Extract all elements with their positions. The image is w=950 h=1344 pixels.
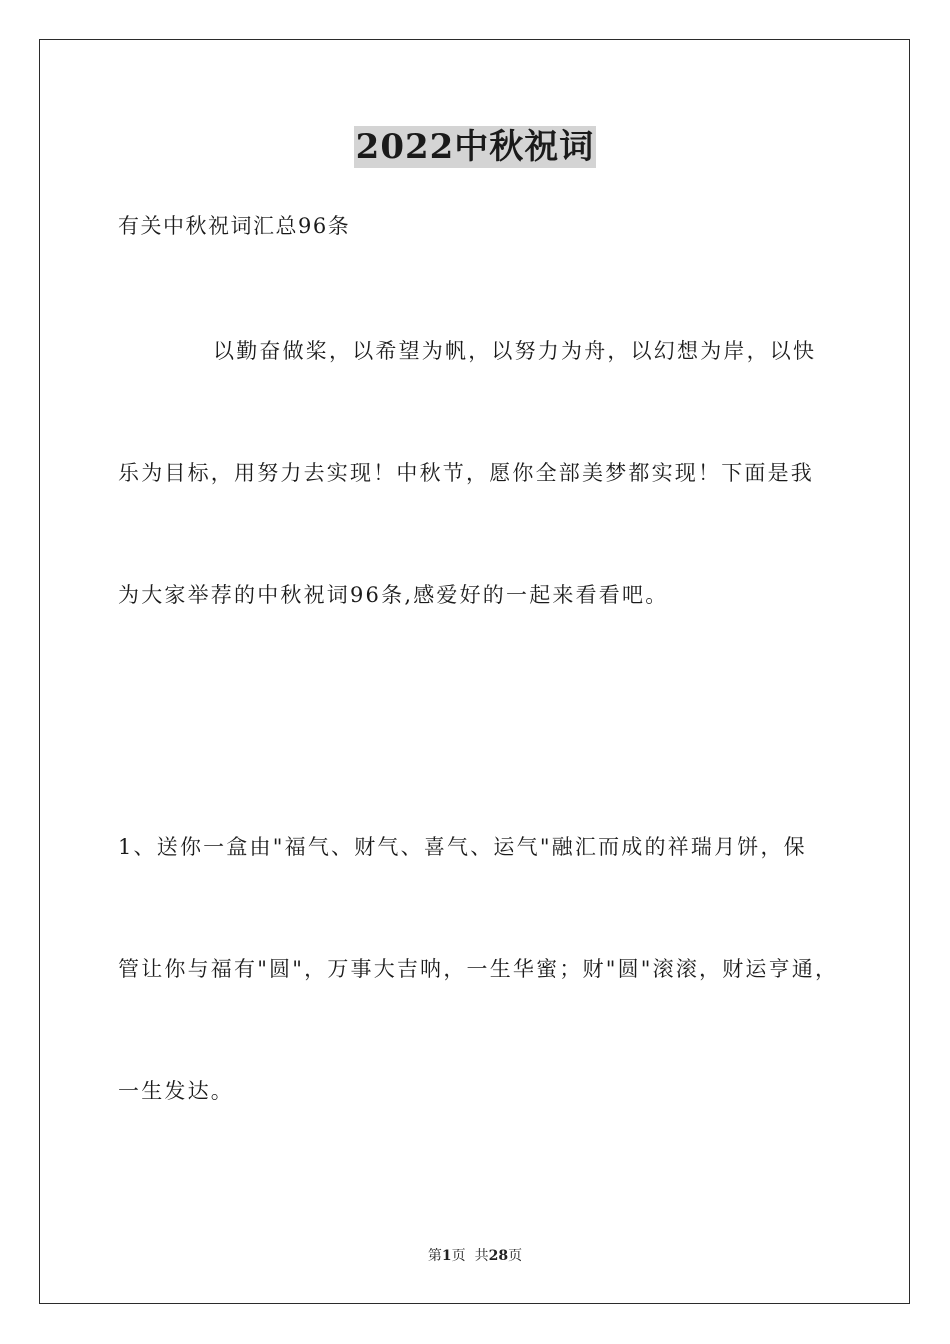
intro-line-1: 以勤奋做桨，以希望为帆，以努力为舟，以幻想为岸，以快	[213, 339, 817, 363]
footer-suffix: 页	[508, 1248, 523, 1264]
document-subtitle: 有关中秋祝词汇总96条	[118, 214, 351, 238]
intro-line-2: 乐为目标，用努力去实现！中秋节，愿你全部美梦都实现！下面是我	[118, 461, 814, 485]
footer-mid: 页 共	[451, 1248, 489, 1264]
item-1-line-1: 1、送你一盒由"福气、财气、喜气、运气"融汇而成的祥瑞月饼，保	[118, 835, 807, 859]
document-title: 2022中秋祝词	[355, 127, 595, 167]
footer-current-page: 1	[441, 1248, 452, 1264]
title-container	[0, 126, 950, 168]
footer-prefix: 第	[427, 1248, 442, 1264]
item-1-line-2: 管让你与福有"圆"，万事大吉呐，一生华蜜；财"圆"滚滚，财运亨通，	[118, 957, 839, 981]
intro-line-3: 为大家举荐的中秋祝词96条,感爱好的一起来看看吧。	[118, 583, 669, 607]
page-footer	[0, 1247, 950, 1265]
item-1-line-3: 一生发达。	[118, 1079, 234, 1103]
footer-total-pages: 28	[488, 1248, 509, 1264]
